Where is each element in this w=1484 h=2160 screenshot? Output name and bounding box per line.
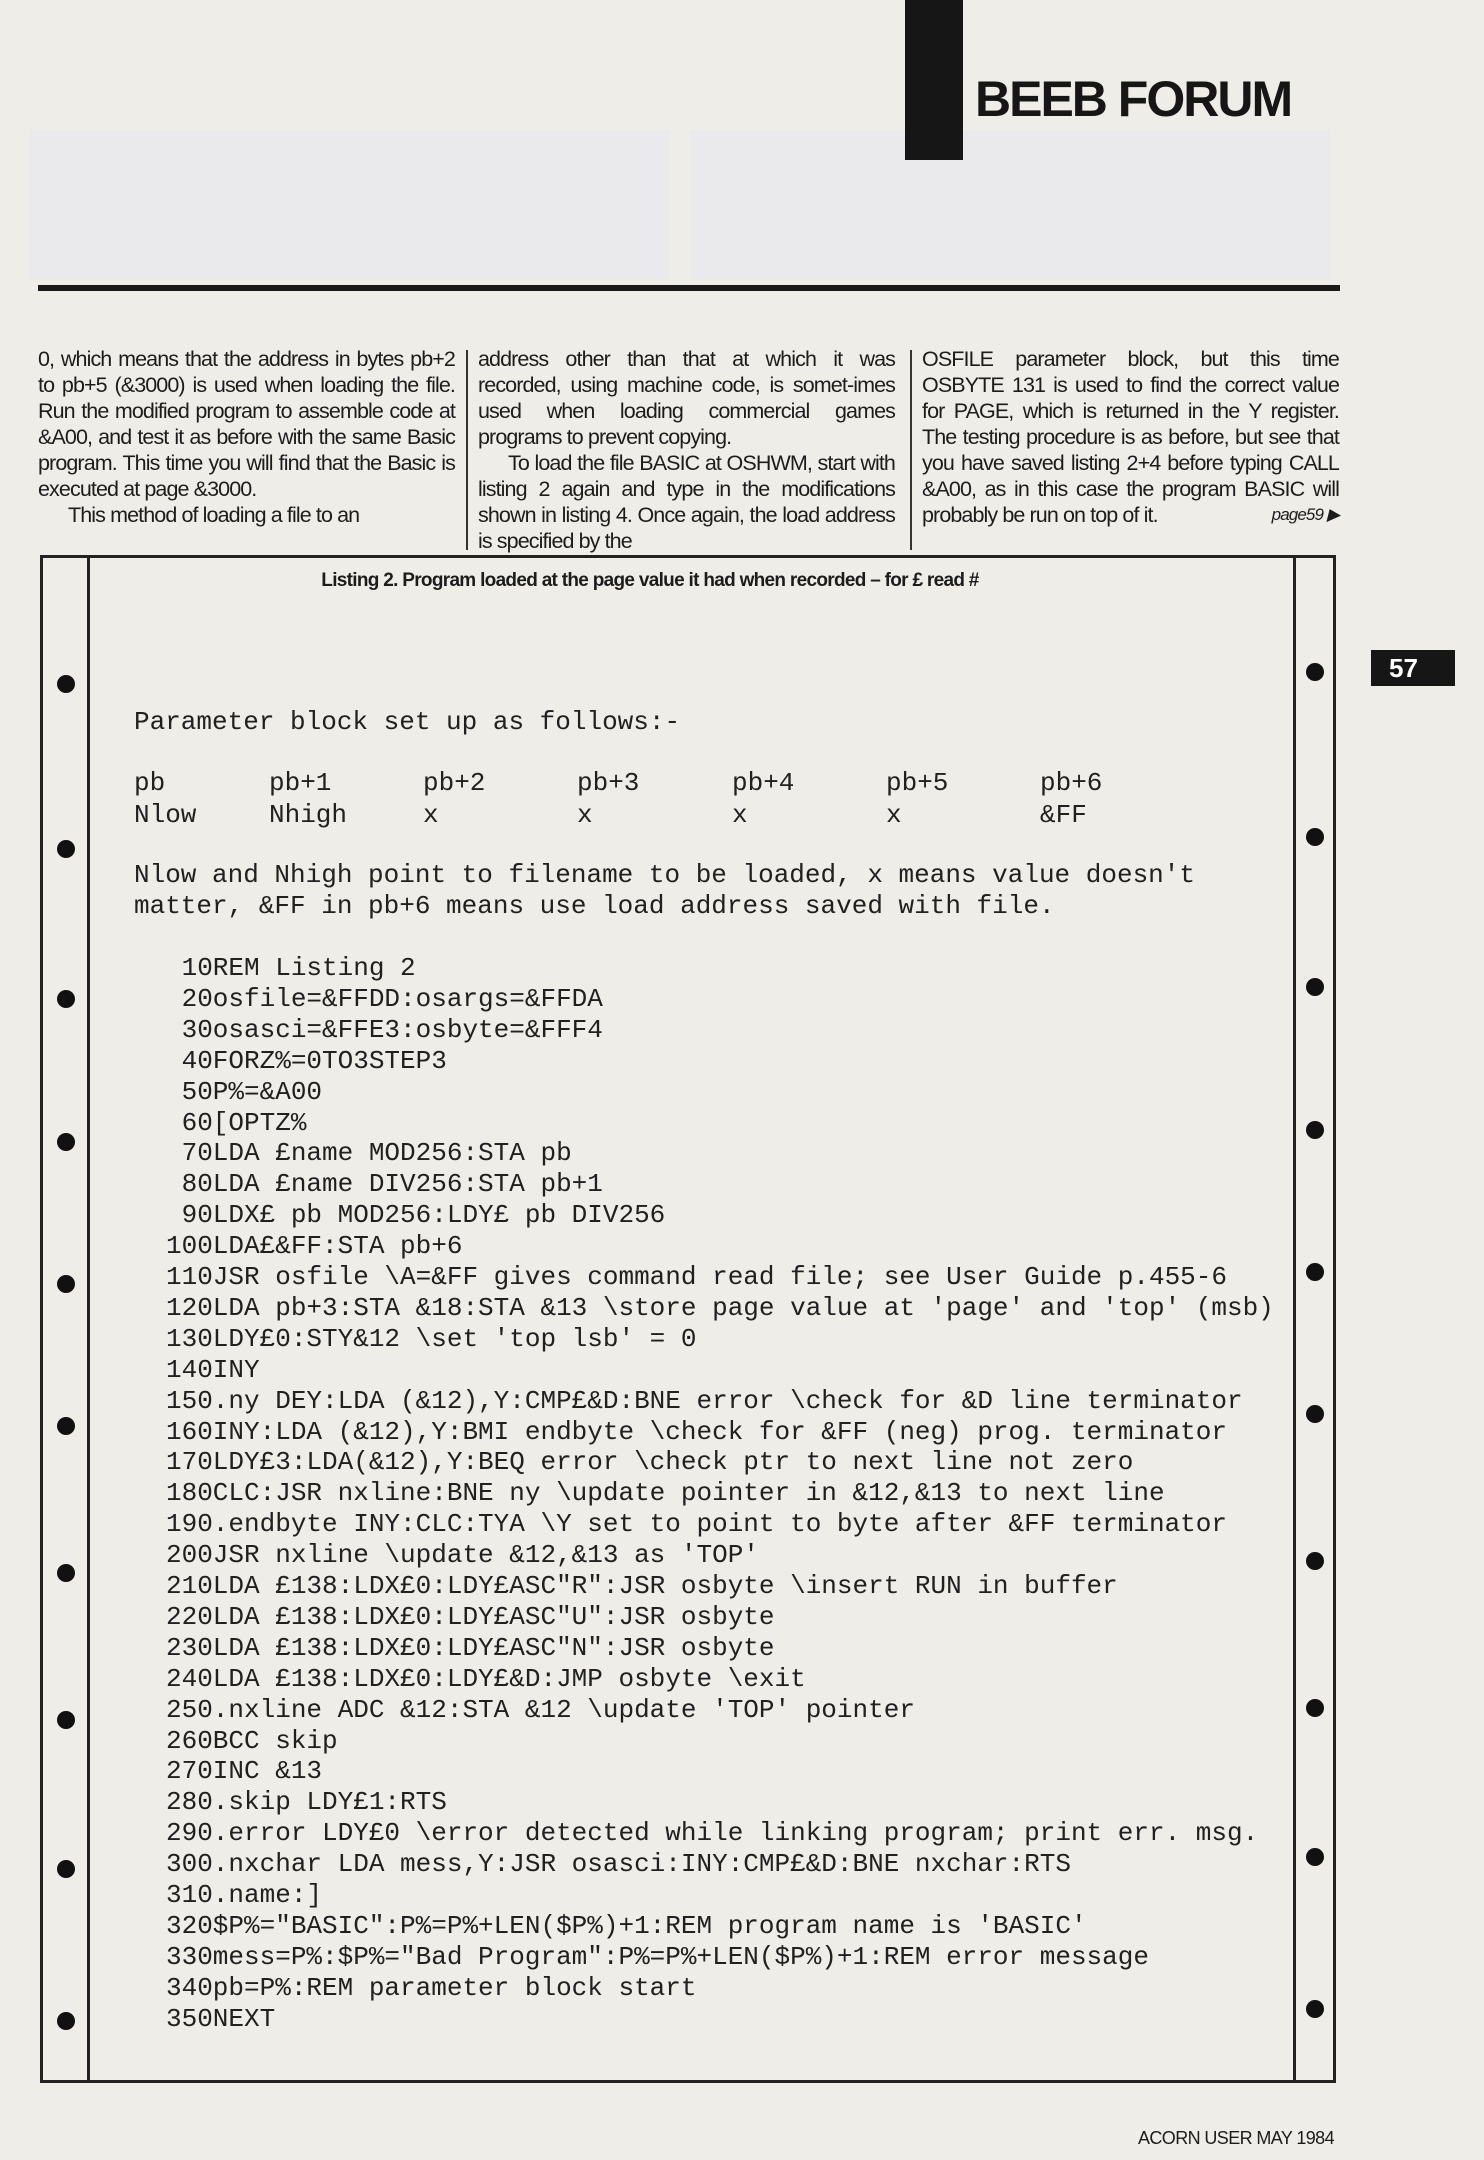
code-line: 80LDA £name DIV256:STA pb+1: [166, 1169, 603, 1200]
code-line: 290.error LDY£0 \error detected while linking program; print err. msg.: [166, 1818, 1259, 1849]
code-line: 60[OPTZ%: [166, 1107, 307, 1138]
code-line: 340pb=P%:REM parameter block start: [166, 1972, 697, 2003]
binder-hole-icon: [1306, 978, 1324, 996]
code-line: 10REM Listing 2: [166, 953, 416, 983]
listing-note-line: matter, &FF in pb+6 means use load address saved with file.: [134, 891, 1055, 921]
code-line: 350NEXT: [166, 2003, 276, 2034]
code-line: 160INY:LDA (&12),Y:BMI endbyte \check for &FF (neg) prog. terminator: [166, 1416, 1227, 1447]
paragraph: OSFILE parameter block, but this time OSBYTE 131 is used to find the correct value for PAGE, which is returned in the Y register. The testing procedure is as before, but see that you have saved listing 2+4 before typing CALL &A00, as in this case the program BASIC will probably be run on top of it. page59 ▶: [922, 347, 1339, 527]
param-header: pb+5: [886, 768, 949, 798]
binder-hole-icon: [57, 1417, 75, 1435]
binder-hole-icon: [1306, 1552, 1324, 1570]
param-header: pb: [134, 768, 166, 798]
binder-hole-icon: [1306, 1405, 1324, 1423]
section-title: BEEB FORUM: [975, 71, 1292, 127]
code-line: 140INY: [166, 1354, 260, 1385]
code-line: 270INC &13: [166, 1756, 323, 1787]
code-line: 180CLC:JSR nxline:BNE ny \update pointer in &12,&13 to next line: [166, 1478, 1165, 1509]
paragraph: 0, which means that the address in bytes pb+2 to pb+5 (&3000) is used when loading the file. Run the modified program to assemble code at &A00, and test it as before with the same Basic program. This time you will find that the Basic is executed at page &3000.: [38, 347, 455, 501]
code-line: 310.name:]: [166, 1880, 323, 1910]
param-value: Nhigh: [269, 800, 348, 830]
param-header: pb+1: [269, 768, 332, 798]
code-line: 280.skip LDY£1:RTS: [166, 1787, 447, 1818]
code-line: 230LDA £138:LDX£0:LDY£ASC"N":JSR osbyte: [166, 1632, 775, 1663]
code-line: 130LDY£0:STY&12 \set 'top lsb' = 0: [166, 1323, 697, 1354]
param-value: &FF: [1040, 800, 1087, 830]
column-divider: [466, 350, 468, 550]
binder-hole-icon: [1306, 1848, 1324, 1866]
paragraph: To load the file BASIC at OSHWM, start with listing 2 again and type in the modifications shown in listing 4. Once again, the load address is specified by the: [478, 451, 895, 553]
binder-hole-icon: [1306, 2000, 1324, 2018]
param-value: x: [886, 800, 902, 830]
continued-page-link[interactable]: page59 ▶: [1271, 505, 1339, 524]
param-value: x: [423, 800, 439, 830]
param-header: pb+3: [577, 768, 640, 798]
param-header: pb+6: [1040, 768, 1103, 798]
article-column-2: [478, 346, 895, 554]
param-value: x: [577, 800, 593, 830]
binder-hole-icon: [57, 2012, 75, 2030]
article-column-3: [922, 346, 1339, 528]
page-number-tab: 57: [1371, 650, 1455, 686]
listing-inner-line: [87, 555, 90, 2083]
code-line: 40FORZ%=0TO3STEP3: [166, 1045, 447, 1076]
binder-hole-icon: [57, 1564, 75, 1582]
listing-title: Listing 2. Program loaded at the page value it had when recorded – for £ read #: [321, 570, 979, 591]
listing-note-line: Nlow and Nhigh point to filename to be loaded, x means value doesn't: [134, 860, 1195, 890]
binder-hole-icon: [1306, 1699, 1324, 1717]
code-line: 110JSR osfile \A=&FF gives command read file; see User Guide p.455-6: [166, 1262, 1227, 1292]
listing-intro: Parameter block set up as follows:-: [134, 707, 681, 737]
binder-hole-icon: [57, 990, 75, 1008]
code-line: 150.ny DEY:LDA (&12),Y:CMP£&D:BNE error \check for &D line terminator: [166, 1385, 1243, 1416]
code-line: 260BCC skip: [166, 1725, 338, 1756]
code-line: 330mess=P%:$P%="Bad Program":P%=P%+LEN($P%)+1:REM error message: [166, 1941, 1149, 1972]
article-column-1: [38, 346, 455, 528]
binder-hole-icon: [57, 1275, 75, 1293]
code-line: 240LDA £138:LDX£0:LDY£&D:JMP osbyte \exit: [166, 1663, 806, 1694]
code-line: 210LDA £138:LDX£0:LDY£ASC"R":JSR osbyte \insert RUN in buffer: [166, 1571, 1118, 1601]
header-bar: [905, 0, 963, 160]
code-line: 320$P%="BASIC":P%=P%+LEN($P%)+1:REM program name is 'BASIC': [166, 1910, 1087, 1941]
binder-hole-icon: [57, 1711, 75, 1729]
code-line: 50P%=&A00: [166, 1076, 323, 1107]
code-line: 100LDA£&FF:STA pb+6: [166, 1231, 463, 1262]
listing-inner-line: [1293, 555, 1296, 2083]
binder-hole-icon: [57, 1133, 75, 1151]
code-line: 200JSR nxline \update &12,&13 as 'TOP': [166, 1540, 759, 1571]
code-line: 250.nxline ADC &12:STA &12 \update 'TOP' pointer: [166, 1694, 915, 1725]
param-value: x: [732, 800, 748, 830]
code-line: 30osasci=&FFE3:osbyte=&FFF4: [166, 1014, 603, 1045]
binder-hole-icon: [1306, 1263, 1324, 1281]
binder-hole-icon: [1306, 1121, 1324, 1139]
binder-hole-icon: [57, 675, 75, 693]
code-line: 300.nxchar LDA mess,Y:JSR osasci:INY:CMP£&D:BNE nxchar:RTS: [166, 1849, 1071, 1880]
paragraph: address other than that at which it was recorded, using machine code, is somet-imes used when loading commercial games programs to prevent copying.: [478, 347, 895, 449]
code-line: 190.endbyte INY:CLC:TYA \Y set to point to byte after &FF terminator: [166, 1509, 1227, 1540]
binder-hole-icon: [57, 1860, 75, 1878]
param-header: pb+4: [732, 768, 795, 798]
code-line: 70LDA £name MOD256:STA pb: [166, 1138, 572, 1169]
column-divider: [910, 350, 912, 550]
code-line: 170LDY£3:LDA(&12),Y:BEQ error \check ptr to next line not zero: [166, 1447, 1134, 1478]
code-line: 120LDA pb+3:STA &18:STA &13 \store page value at 'page' and 'top' (msb): [166, 1292, 1274, 1323]
code-line: 20osfile=&FFDD:osargs=&FFDA: [166, 983, 603, 1014]
binder-hole-icon: [1306, 663, 1324, 681]
param-value: Nlow: [134, 800, 197, 830]
binder-hole-icon: [57, 840, 75, 858]
binder-hole-icon: [1306, 828, 1324, 846]
code-line: 90LDX£ pb MOD256:LDY£ pb DIV256: [166, 1200, 666, 1231]
header-rule: [38, 285, 1340, 291]
page-footer: ACORN USER MAY 1984: [1138, 2128, 1335, 2148]
code-line: 220LDA £138:LDX£0:LDY£ASC"U":JSR osbyte: [166, 1601, 775, 1632]
paragraph: This method of loading a file to an: [68, 503, 360, 527]
param-header: pb+2: [423, 768, 486, 798]
